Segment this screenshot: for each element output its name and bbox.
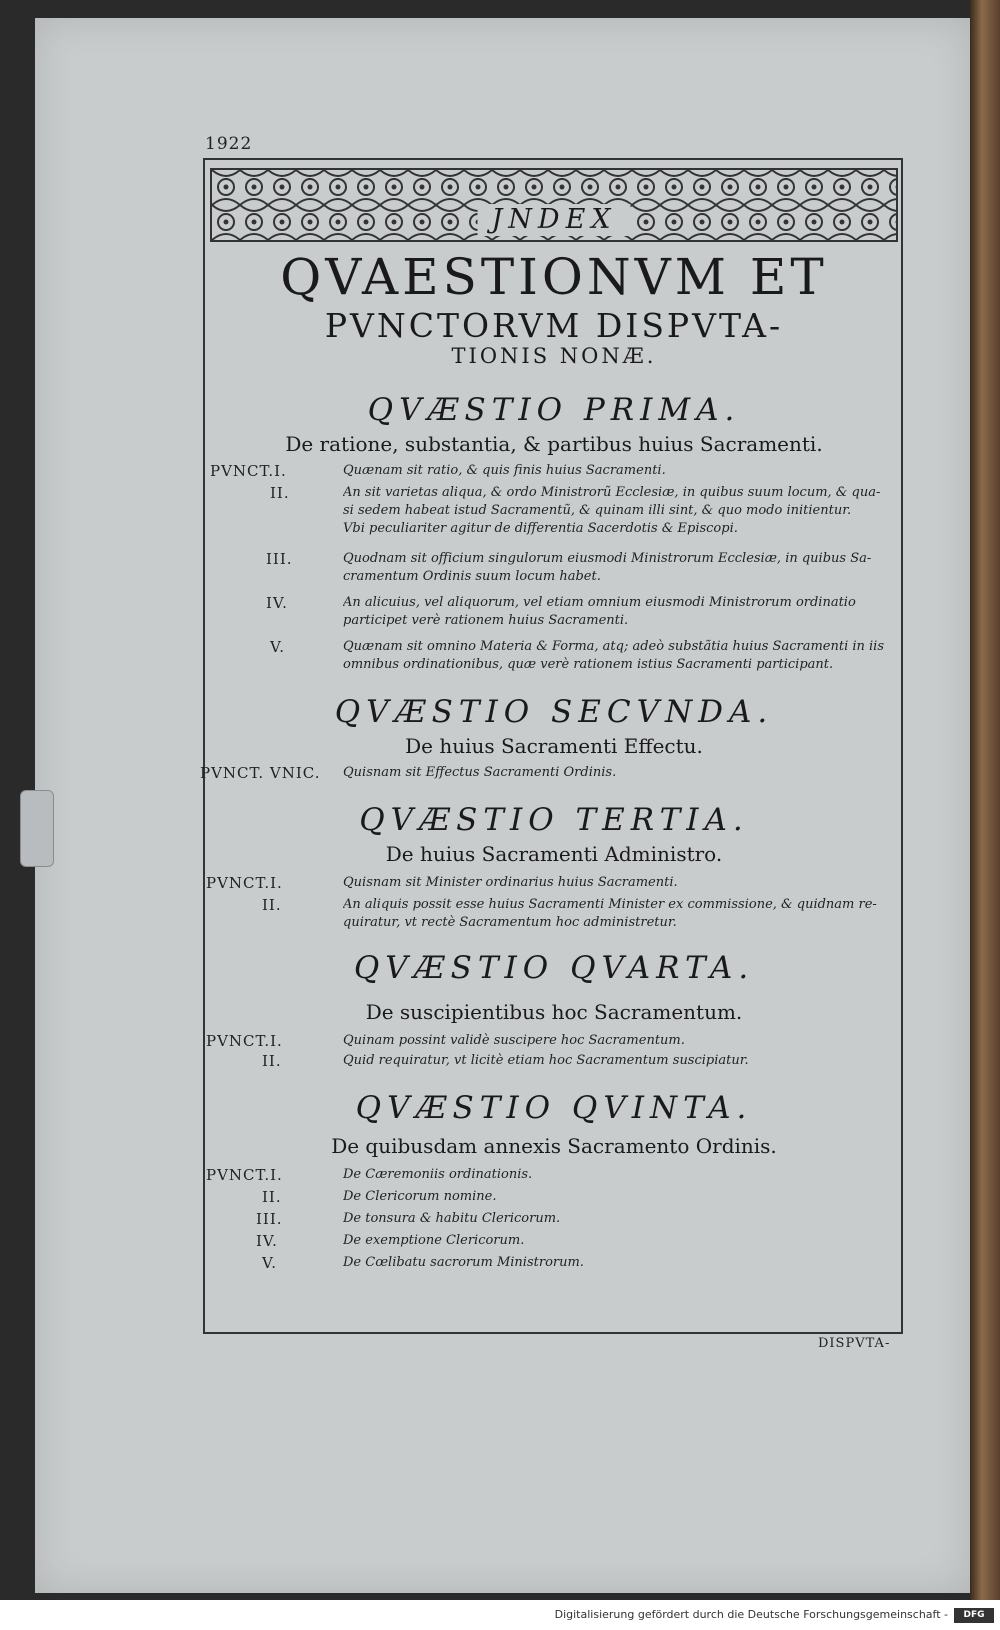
point-label: II. bbox=[262, 1052, 282, 1070]
point-text: si sedem habeat istud Sacramentũ, & quinam illi sint, & quo modo initientur. bbox=[343, 503, 852, 518]
point-text: De tonsura & habitu Clericorum. bbox=[343, 1211, 561, 1226]
point-text: An alicuius, vel aliquorum, vel etiam omnium eiusmodi Ministrorum ordinatio bbox=[343, 595, 856, 610]
catchword: DISPVTA- bbox=[818, 1336, 891, 1351]
index-label: JNDEX bbox=[477, 204, 630, 236]
page-tab-marker bbox=[20, 790, 54, 867]
point-text: An sit varietas aliqua, & ordo Ministrorũ Ecclesiæ, in quibus suum locum, & qua- bbox=[343, 485, 881, 500]
question-2-heading: QVÆSTIO SECVNDA. bbox=[334, 694, 774, 730]
question-2-subtitle: De huius Sacramenti Effectu. bbox=[405, 734, 703, 758]
point-text: De Cœlibatu sacrorum Ministrorum. bbox=[343, 1255, 584, 1270]
footer-credit-text: Digitalisierung gefördert durch die Deutsche Forschungsgemeinschaft - bbox=[554, 1608, 948, 1621]
point-text: Quid requiratur, vt licitè etiam hoc Sacramentum suscipiatur. bbox=[343, 1053, 749, 1068]
point-text: Quisnam sit Effectus Sacramenti Ordinis. bbox=[343, 765, 617, 780]
point-label: III. bbox=[256, 1210, 283, 1228]
question-1-subtitle: De ratione, substantia, & partibus huius Sacramenti. bbox=[285, 432, 823, 456]
point-text: omnibus ordinationibus, quæ verè rationem istius Sacramenti participant. bbox=[343, 657, 834, 672]
point-text: Quodnam sit officium singulorum eiusmodi Ministrorum Ecclesiæ, in quibus Sa- bbox=[343, 551, 872, 566]
digitization-footer bbox=[0, 1600, 1000, 1630]
point-text: quiratur, vt rectè Sacramentum hoc administretur. bbox=[343, 915, 677, 930]
point-text: An aliquis possit esse huius Sacramenti Minister ex commissione, & quidnam re- bbox=[343, 897, 877, 912]
point-label: PVNCT.I. bbox=[206, 874, 283, 892]
page-number: 1922 bbox=[205, 134, 253, 154]
point-text: Quænam sit omnino Materia & Forma, atq; adeò substãtia huius Sacramenti in iis bbox=[343, 639, 885, 654]
point-label: II. bbox=[262, 896, 282, 914]
main-title-line-3: TIONIS NONÆ. bbox=[451, 344, 657, 368]
point-text: De Cæremoniis ordinationis. bbox=[343, 1167, 533, 1182]
point-text: participet verè rationem huius Sacramenti. bbox=[343, 613, 629, 628]
point-label: V. bbox=[262, 1254, 277, 1272]
point-label: PVNCT.I. bbox=[206, 1032, 283, 1050]
question-3-heading: QVÆSTIO TERTIA. bbox=[359, 802, 749, 838]
point-text: Quænam sit ratio, & quis finis huius Sacramenti. bbox=[343, 463, 666, 478]
dfg-logo: DFG bbox=[954, 1608, 994, 1623]
point-label: IV. bbox=[266, 594, 288, 612]
main-title-line-1: QVAESTIONVM ET bbox=[280, 248, 828, 306]
point-text: Vbi peculiariter agitur de differentia Sacerdotis & Episcopi. bbox=[343, 521, 738, 536]
question-4-heading: QVÆSTIO QVARTA. bbox=[353, 950, 755, 986]
point-label: III. bbox=[266, 550, 293, 568]
point-text: De exemptione Clericorum. bbox=[343, 1233, 525, 1248]
point-label: PVNCT.I. bbox=[210, 462, 287, 480]
point-label: V. bbox=[270, 638, 285, 656]
point-label: PVNCT.I. bbox=[206, 1166, 283, 1184]
point-text: De Clericorum nomine. bbox=[343, 1189, 497, 1204]
question-4-subtitle: De suscipientibus hoc Sacramentum. bbox=[365, 1000, 743, 1024]
point-label: II. bbox=[262, 1188, 282, 1206]
question-3-subtitle: De huius Sacramenti Administro. bbox=[385, 842, 723, 866]
ornamental-header-band bbox=[210, 168, 898, 242]
point-text: cramentum Ordinis suum locum habet. bbox=[343, 569, 601, 584]
point-label: II. bbox=[270, 484, 290, 502]
point-label: PVNCT. VNIC. bbox=[200, 764, 321, 782]
point-label: IV. bbox=[256, 1232, 278, 1250]
question-5-subtitle: De quibusdam annexis Sacramento Ordinis. bbox=[331, 1134, 777, 1158]
point-text: Quisnam sit Minister ordinarius huius Sacramenti. bbox=[343, 875, 678, 890]
question-5-heading: QVÆSTIO QVINTA. bbox=[355, 1090, 753, 1126]
point-text: Quinam possint validè suscipere hoc Sacramentum. bbox=[343, 1033, 685, 1048]
adjacent-page-edge bbox=[970, 0, 1000, 1600]
question-1-heading: QVÆSTIO PRIMA. bbox=[367, 392, 741, 428]
main-title-line-2: PVNCTORVM DISPVTA- bbox=[324, 306, 784, 345]
